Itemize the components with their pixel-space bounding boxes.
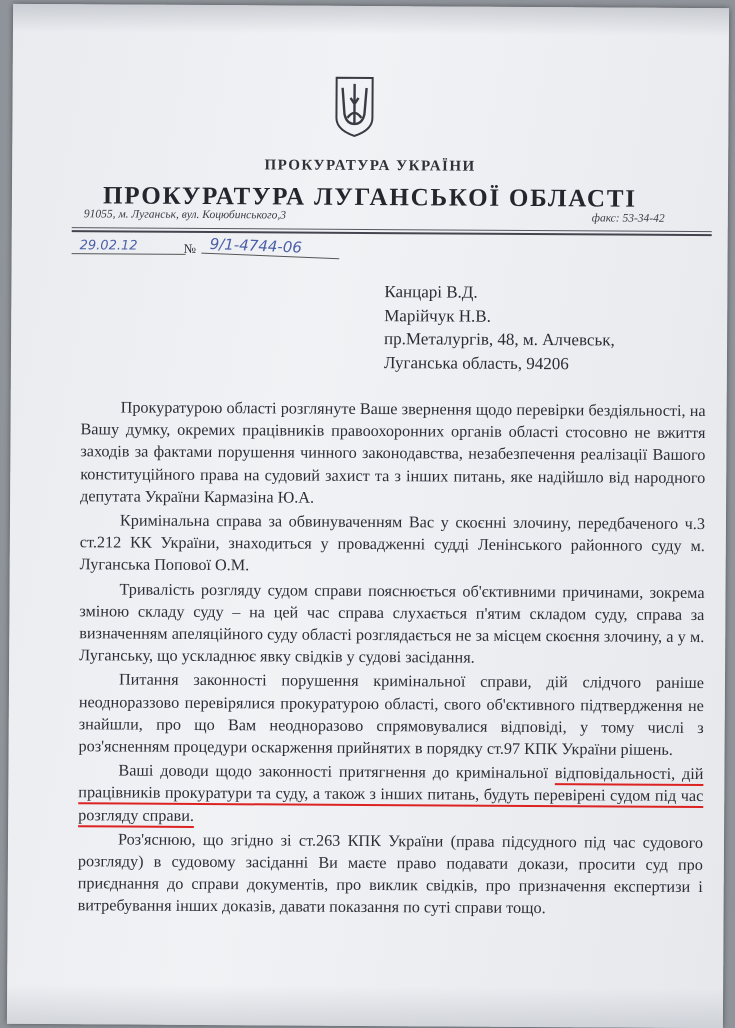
trident-emblem-icon bbox=[332, 74, 376, 138]
letter-body bbox=[78, 396, 706, 922]
letter-number: 9/1-4744-06 bbox=[201, 235, 340, 260]
paragraph: Роз'яснюю, що згідно зі ст.263 КПК України (права підсудного під час судового розгляду) в судовому засіданні Ви маєте право подавати докази, просити суд про приєднання до справи документів, про виклик свідків, про призначення експертизи і витребування інших доказів, давати показання по суті справи тощо. bbox=[77, 830, 704, 918]
letter-page bbox=[7, 4, 729, 1028]
office-fax: факс: 53-34-42 bbox=[591, 212, 665, 225]
office-title: ПРОКУРАТУРА ЛУГАНСЬКОЇ ОБЛАСТІ bbox=[102, 182, 637, 213]
recipient-line: Марійчук Н.В. bbox=[384, 305, 491, 326]
paragraph-text: Ваші доводи щодо законності притягнення до кримінальної bbox=[118, 761, 555, 783]
number-label: № bbox=[183, 240, 197, 256]
paragraph bbox=[78, 759, 703, 829]
paragraph: Тривалість розгляду судом справи пояснюється об'єктивними причинами, зокрема зміною складу суду – на цей час справа слухається п'ятим складом суду, справа за визначенням апеляційного суду області розглядається не за місцем скоєння злочину, а у м. Луганську, що ускладнює явку свідків у судові засідання. bbox=[79, 580, 705, 667]
recipient-line: Канцарі В.Д. bbox=[384, 282, 478, 302]
recipient-line: пр.Металургів, 48, м. Алчевськ, bbox=[384, 329, 615, 350]
highlighted-text: відповідальності, дій працівників прокуратури та суду, а також з інших питань, будуть перевірені судом під час розгляду справи. bbox=[78, 764, 704, 825]
ministry-title: ПРОКУРАТУРА УКРАЇНИ bbox=[264, 157, 476, 175]
paragraph: Прокуратурою області розглянуте Ваше звернення щодо перевірки бездіяльності, на Вашу думку, окремих працівників правоохоронних органів області стосовно не вжиття заходів за фактами порушення чинного законодавства, незабезпечення реалізації Вашого конституційного права на судовий захист та з інших питань, яке надійшло від народного депутата України Кармазіна Ю.А. bbox=[80, 398, 706, 507]
paragraph: Кримінальна справа за обвинуваченням Вас у скоєнні злочину, передбаченого ч.3 ст.212 КК України, знаходиться у провадженні судді Ленінського районного суду м. Луганська Попової О.М. bbox=[79, 511, 706, 575]
recipient-line: Луганська область, 94206 bbox=[383, 352, 569, 373]
office-address: 91055, м. Луганськ, вул. Коцюбинського,3 bbox=[83, 208, 287, 222]
letter-date: 29.02.12 bbox=[72, 238, 186, 255]
page-bottom-shadow bbox=[7, 984, 723, 1028]
paragraph: Питання законності порушення кримінальної справи, дій слідчого раніше неоднораззово перевірялися прокуратурою області, свого об'єктивного підтвердження не знайшли, про що Вам неодноразово спрямовувалися відповіді, у тому числі з роз'ясненням процедури оскарження прийнятих в порядку ст.97 КПК України рішень. bbox=[78, 670, 705, 759]
recipient-block bbox=[384, 280, 615, 375]
page-shadow bbox=[13, 4, 729, 36]
